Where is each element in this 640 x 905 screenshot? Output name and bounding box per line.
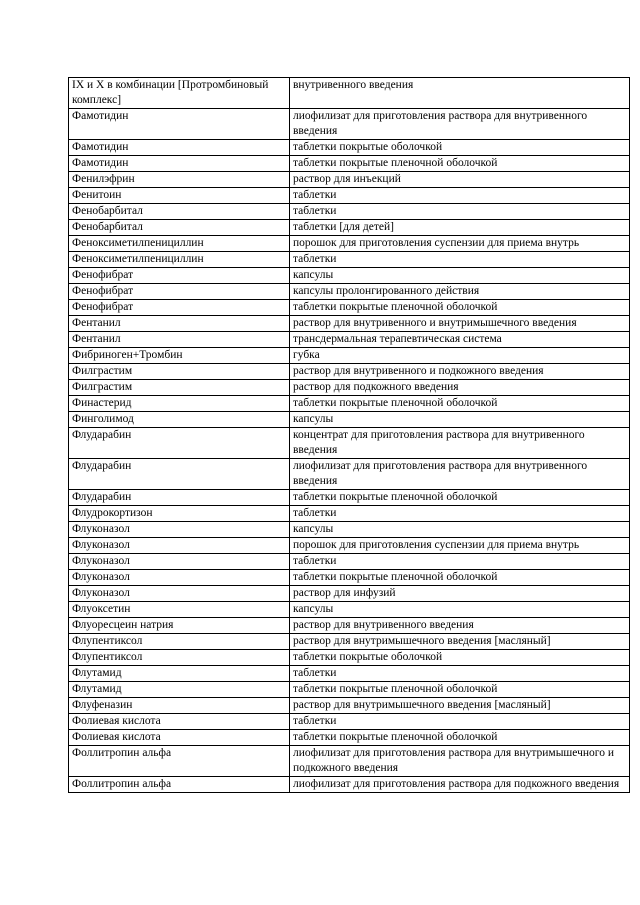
dosage-form-cell: раствор для инфузий — [290, 586, 630, 602]
drug-name-cell: Фамотидин — [69, 156, 290, 172]
drug-name-cell: Флуконазол — [69, 554, 290, 570]
dosage-form-cell: раствор для инъекций — [290, 172, 630, 188]
drug-name-cell: Фоллитропин альфа — [69, 746, 290, 777]
drug-name-cell: Филграстим — [69, 380, 290, 396]
drug-name-cell: Фамотидин — [69, 109, 290, 140]
dosage-form-cell: таблетки покрытые пленочной оболочкой — [290, 156, 630, 172]
drug-name-cell: Флударабин — [69, 490, 290, 506]
drug-name-cell: Флуоксетин — [69, 602, 290, 618]
dosage-form-cell: внутривенного введения — [290, 78, 630, 109]
document-page — [68, 77, 620, 793]
table-row — [69, 156, 630, 172]
drug-name-cell: Фенобарбитал — [69, 204, 290, 220]
table-row — [69, 746, 630, 777]
drug-name-cell: Флуконазол — [69, 586, 290, 602]
dosage-form-cell: таблетки покрытые пленочной оболочкой — [290, 396, 630, 412]
dosage-form-cell: таблетки — [290, 204, 630, 220]
table-row — [69, 204, 630, 220]
table-row — [69, 300, 630, 316]
drug-name-cell: Фенилэфрин — [69, 172, 290, 188]
drug-name-cell: Феноксиметилпенициллин — [69, 252, 290, 268]
drug-name-cell: Фолиевая кислота — [69, 730, 290, 746]
dosage-form-cell: таблетки [для детей] — [290, 220, 630, 236]
dosage-form-cell: порошок для приготовления суспензии для приема внутрь — [290, 538, 630, 554]
table-row — [69, 316, 630, 332]
dosage-form-cell: таблетки покрытые пленочной оболочкой — [290, 300, 630, 316]
table-row — [69, 348, 630, 364]
dosage-form-cell: раствор для внутримышечного введения [масляный] — [290, 698, 630, 714]
drug-name-cell: Фибриноген+Тромбин — [69, 348, 290, 364]
dosage-form-cell: концентрат для приготовления раствора для внутривенного введения — [290, 428, 630, 459]
table-row — [69, 777, 630, 793]
table-row — [69, 380, 630, 396]
dosage-form-cell: таблетки покрытые пленочной оболочкой — [290, 730, 630, 746]
dosage-form-cell: порошок для приготовления суспензии для приема внутрь — [290, 236, 630, 252]
drug-name-cell: Фамотидин — [69, 140, 290, 156]
dosage-form-cell: лиофилизат для приготовления раствора для внутривенного введения — [290, 109, 630, 140]
drug-name-cell: Филграстим — [69, 364, 290, 380]
drug-name-cell: Финголимод — [69, 412, 290, 428]
table-row — [69, 698, 630, 714]
dosage-form-cell: губка — [290, 348, 630, 364]
drug-name-cell: IX и X в комбинации [Протромбиновый комплекс] — [69, 78, 290, 109]
dosage-form-cell: капсулы пролонгированного действия — [290, 284, 630, 300]
dosage-form-cell: раствор для внутримышечного введения [масляный] — [290, 634, 630, 650]
dosage-form-cell: раствор для внутривенного и внутримышечного введения — [290, 316, 630, 332]
drug-name-cell: Флудрокортизон — [69, 506, 290, 522]
drug-name-cell: Фенитоин — [69, 188, 290, 204]
dosage-form-cell: таблетки — [290, 666, 630, 682]
drug-name-cell: Флутамид — [69, 666, 290, 682]
dosage-form-cell: таблетки покрытые пленочной оболочкой — [290, 490, 630, 506]
drug-name-cell: Флуфеназин — [69, 698, 290, 714]
table-row — [69, 252, 630, 268]
table-row — [69, 236, 630, 252]
table-row — [69, 188, 630, 204]
drug-name-cell: Фенофибрат — [69, 300, 290, 316]
drug-table — [68, 77, 630, 793]
table-row — [69, 396, 630, 412]
table-row — [69, 140, 630, 156]
table-row — [69, 570, 630, 586]
table-row — [69, 634, 630, 650]
drug-name-cell: Фенобарбитал — [69, 220, 290, 236]
dosage-form-cell: таблетки покрытые оболочкой — [290, 650, 630, 666]
drug-name-cell: Фентанил — [69, 332, 290, 348]
table-row — [69, 602, 630, 618]
drug-name-cell: Фоллитропин альфа — [69, 777, 290, 793]
dosage-form-cell: таблетки покрытые оболочкой — [290, 140, 630, 156]
table-row — [69, 284, 630, 300]
table-row — [69, 268, 630, 284]
dosage-form-cell: таблетки — [290, 714, 630, 730]
drug-name-cell: Флупентиксол — [69, 634, 290, 650]
dosage-form-cell: лиофилизат для приготовления раствора для внутривенного введения — [290, 459, 630, 490]
table-row — [69, 506, 630, 522]
dosage-form-cell: таблетки — [290, 554, 630, 570]
drug-name-cell: Флуконазол — [69, 522, 290, 538]
table-row — [69, 666, 630, 682]
table-row — [69, 650, 630, 666]
drug-name-cell: Феноксиметилпенициллин — [69, 236, 290, 252]
drug-name-cell: Фолиевая кислота — [69, 714, 290, 730]
drug-name-cell: Флуконазол — [69, 570, 290, 586]
dosage-form-cell: таблетки покрытые пленочной оболочкой — [290, 570, 630, 586]
table-row — [69, 554, 630, 570]
table-row — [69, 364, 630, 380]
drug-table-body — [69, 78, 630, 793]
dosage-form-cell: капсулы — [290, 522, 630, 538]
dosage-form-cell: таблетки — [290, 252, 630, 268]
dosage-form-cell: капсулы — [290, 412, 630, 428]
dosage-form-cell: раствор для внутривенного и подкожного введения — [290, 364, 630, 380]
table-row — [69, 490, 630, 506]
dosage-form-cell: раствор для подкожного введения — [290, 380, 630, 396]
table-row — [69, 172, 630, 188]
drug-name-cell: Фенофибрат — [69, 268, 290, 284]
table-row — [69, 109, 630, 140]
drug-name-cell: Фентанил — [69, 316, 290, 332]
table-row — [69, 618, 630, 634]
drug-name-cell: Флударабин — [69, 459, 290, 490]
drug-name-cell: Фенофибрат — [69, 284, 290, 300]
drug-name-cell: Флуоресцеин натрия — [69, 618, 290, 634]
table-row — [69, 730, 630, 746]
table-row — [69, 714, 630, 730]
dosage-form-cell: таблетки — [290, 506, 630, 522]
dosage-form-cell: лиофилизат для приготовления раствора для внутримышечного и подкожного введения — [290, 746, 630, 777]
table-row — [69, 459, 630, 490]
table-row — [69, 522, 630, 538]
table-row — [69, 412, 630, 428]
table-row — [69, 682, 630, 698]
table-row — [69, 78, 630, 109]
drug-name-cell: Флуконазол — [69, 538, 290, 554]
dosage-form-cell: капсулы — [290, 268, 630, 284]
dosage-form-cell: раствор для внутривенного введения — [290, 618, 630, 634]
table-row — [69, 428, 630, 459]
drug-name-cell: Флударабин — [69, 428, 290, 459]
table-row — [69, 332, 630, 348]
dosage-form-cell: таблетки покрытые пленочной оболочкой — [290, 682, 630, 698]
drug-name-cell: Флупентиксол — [69, 650, 290, 666]
drug-name-cell: Финастерид — [69, 396, 290, 412]
table-row — [69, 538, 630, 554]
table-row — [69, 220, 630, 236]
drug-name-cell: Флутамид — [69, 682, 290, 698]
table-row — [69, 586, 630, 602]
dosage-form-cell: таблетки — [290, 188, 630, 204]
dosage-form-cell: лиофилизат для приготовления раствора для подкожного введения — [290, 777, 630, 793]
dosage-form-cell: капсулы — [290, 602, 630, 618]
dosage-form-cell: трансдермальная терапевтическая система — [290, 332, 630, 348]
